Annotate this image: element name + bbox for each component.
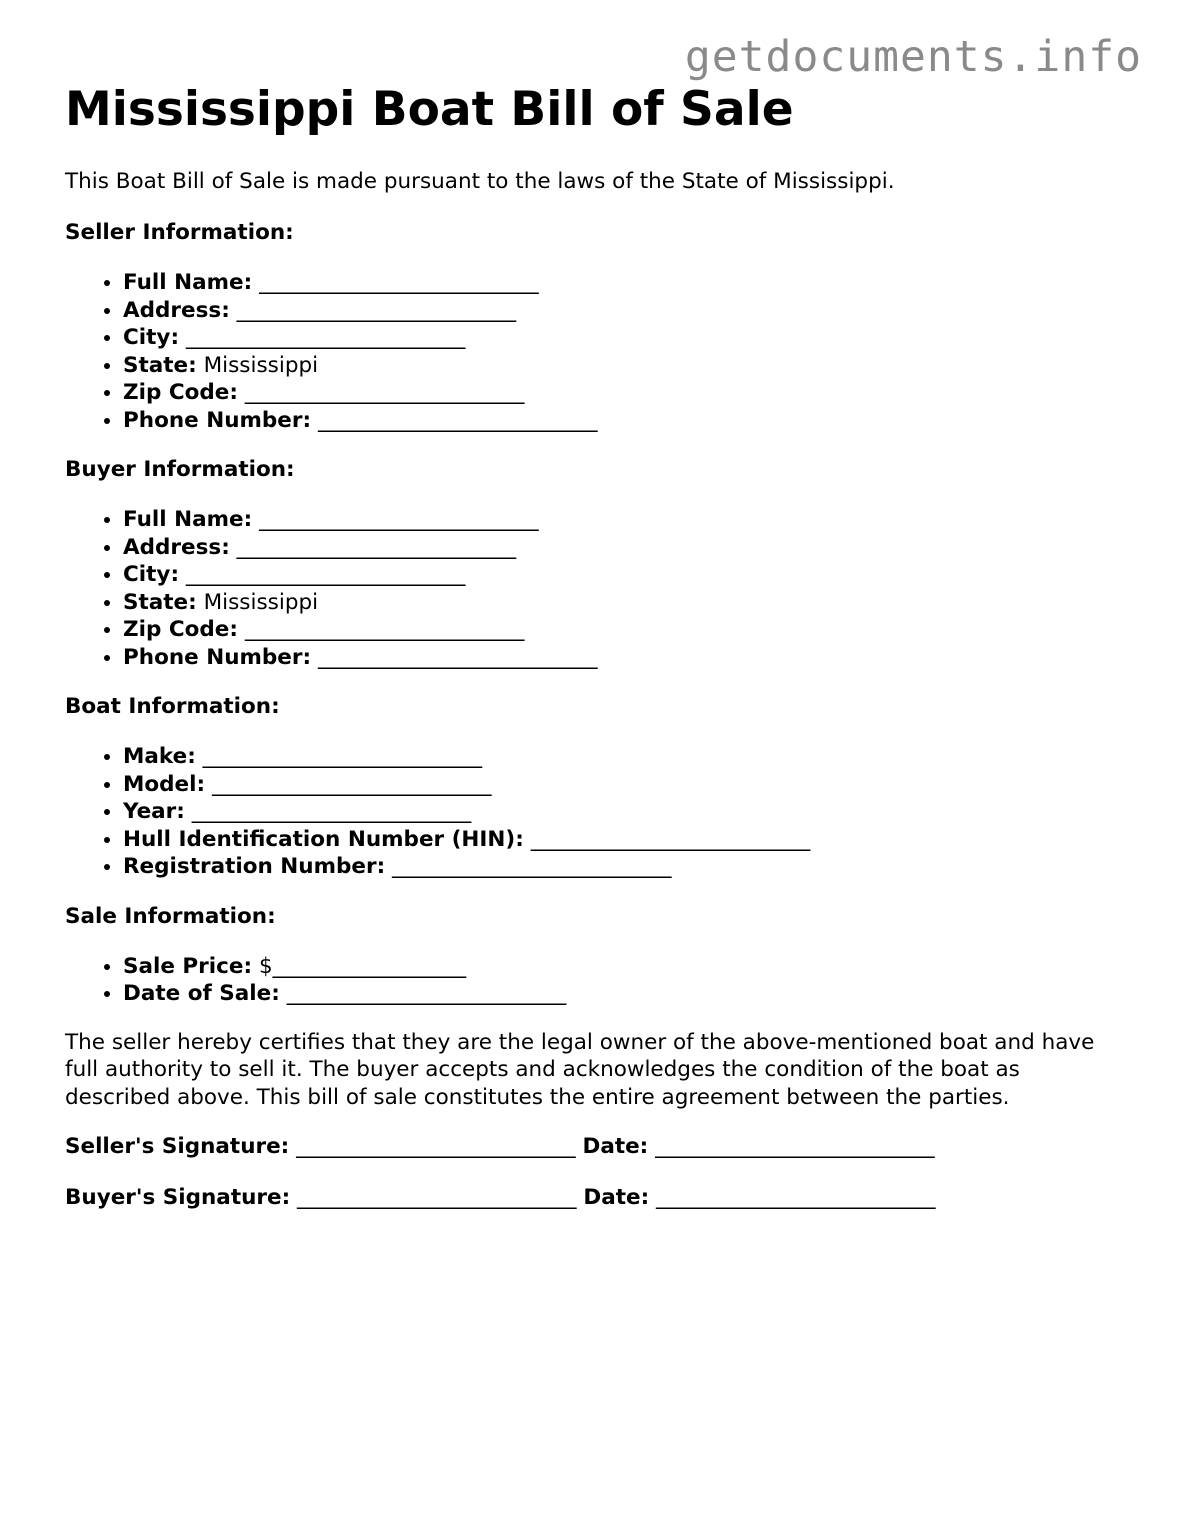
sale-price-field[interactable] — [123, 953, 1125, 981]
field-label: State: — [123, 589, 197, 615]
blank-line[interactable]: __________________________ — [530, 826, 811, 852]
seller-full-name-field[interactable] — [123, 269, 1125, 297]
field-label: Address: — [123, 297, 230, 323]
seller-zip-field[interactable] — [123, 379, 1125, 407]
blank-line[interactable]: __________________________ — [191, 799, 472, 824]
sale-section-heading: Sale Information: — [65, 903, 276, 929]
blank-line[interactable]: __________________________ — [185, 562, 466, 587]
sale-date-field[interactable] — [123, 980, 1125, 1008]
field-label: Registration Number: — [123, 854, 386, 879]
sale-fields-list — [65, 953, 1125, 1008]
blank-line[interactable]: __________________________ — [236, 297, 517, 323]
seller-signature-line — [65, 1132, 1125, 1162]
watermark-text: getdocuments.info — [684, 32, 1142, 82]
blank-line[interactable]: __________________________ — [244, 617, 525, 642]
buyer-signature-blank[interactable]: __________________________ — [297, 1185, 577, 1210]
field-label: Phone Number: — [123, 407, 312, 433]
blank-line[interactable]: __________________________ — [211, 771, 492, 797]
document-page — [65, 80, 1125, 1213]
boat-make-field[interactable] — [123, 743, 1125, 771]
boat-section-heading: Boat Information: — [65, 694, 280, 719]
price-blank-line[interactable]: $__________________ — [258, 953, 467, 979]
field-label: Zip Code: — [123, 380, 238, 405]
field-label: City: — [123, 325, 180, 350]
boat-hin-field[interactable] — [123, 826, 1125, 854]
buyer-signature-label: Buyer's Signature: — [65, 1185, 291, 1210]
buyer-state-field — [123, 589, 1125, 617]
field-value: Mississippi — [203, 352, 319, 378]
blank-line[interactable]: __________________________ — [317, 407, 598, 433]
seller-fields-list — [65, 269, 1125, 434]
blank-line[interactable]: __________________________ — [259, 507, 539, 532]
intro-paragraph: This Boat Bill of Sale is made pursuant to the laws of the State of Mississippi. — [65, 169, 895, 194]
field-label: Zip Code: — [123, 617, 238, 642]
blank-line[interactable]: __________________________ — [259, 270, 539, 295]
certification-paragraph: The seller hereby certifies that they are the legal owner of the above-mentioned boat and have full authority to sell it. The buyer accepts and acknowledges the condition of the boat as described above. This bill of sale constitutes the entire agreement between the parties. — [65, 1029, 1095, 1110]
buyer-fields-list — [65, 506, 1125, 671]
blank-line[interactable]: __________________________ — [317, 644, 598, 670]
buyer-date-blank[interactable]: __________________________ — [656, 1185, 936, 1210]
boat-registration-field[interactable] — [123, 853, 1125, 881]
field-label: Make: — [123, 744, 196, 769]
boat-year-field[interactable] — [123, 798, 1125, 826]
seller-address-field[interactable] — [123, 297, 1125, 325]
field-label: Sale Price: — [123, 953, 253, 979]
seller-date-blank[interactable]: __________________________ — [655, 1134, 935, 1159]
field-label: Model: — [123, 771, 206, 797]
blank-line[interactable]: __________________________ — [202, 744, 483, 769]
page-title: Mississippi Boat Bill of Sale — [65, 82, 794, 137]
field-value: Mississippi — [203, 589, 319, 615]
buyer-full-name-field[interactable] — [123, 506, 1125, 534]
seller-phone-field[interactable] — [123, 407, 1125, 435]
blank-line[interactable]: __________________________ — [392, 854, 672, 879]
field-label: Full Name: — [123, 507, 253, 532]
seller-signature-label: Seller's Signature: — [65, 1134, 290, 1159]
buyer-city-field[interactable] — [123, 561, 1125, 589]
blank-line[interactable]: __________________________ — [286, 981, 567, 1006]
boat-model-field[interactable] — [123, 771, 1125, 799]
field-label: Phone Number: — [123, 644, 312, 670]
seller-city-field[interactable] — [123, 324, 1125, 352]
buyer-signature-line — [65, 1183, 1125, 1213]
buyer-date-label: Date: — [583, 1185, 650, 1210]
buyer-section-heading: Buyer Information: — [65, 457, 295, 482]
field-label: City: — [123, 562, 180, 587]
field-label: State: — [123, 352, 197, 378]
seller-state-field — [123, 352, 1125, 380]
field-label: Full Name: — [123, 270, 253, 295]
buyer-phone-field[interactable] — [123, 644, 1125, 672]
buyer-zip-field[interactable] — [123, 616, 1125, 644]
buyer-address-field[interactable] — [123, 534, 1125, 562]
seller-signature-blank[interactable]: __________________________ — [296, 1134, 576, 1159]
blank-line[interactable]: __________________________ — [244, 380, 525, 405]
field-label: Year: — [123, 799, 185, 824]
blank-line[interactable]: __________________________ — [236, 534, 517, 560]
field-label: Hull Identification Number (HIN): — [123, 826, 524, 852]
seller-date-label: Date: — [582, 1134, 649, 1159]
blank-line[interactable]: __________________________ — [185, 325, 466, 350]
field-label: Date of Sale: — [123, 981, 280, 1006]
seller-section-heading: Seller Information: — [65, 220, 294, 245]
field-label: Address: — [123, 534, 230, 560]
boat-fields-list — [65, 743, 1125, 881]
